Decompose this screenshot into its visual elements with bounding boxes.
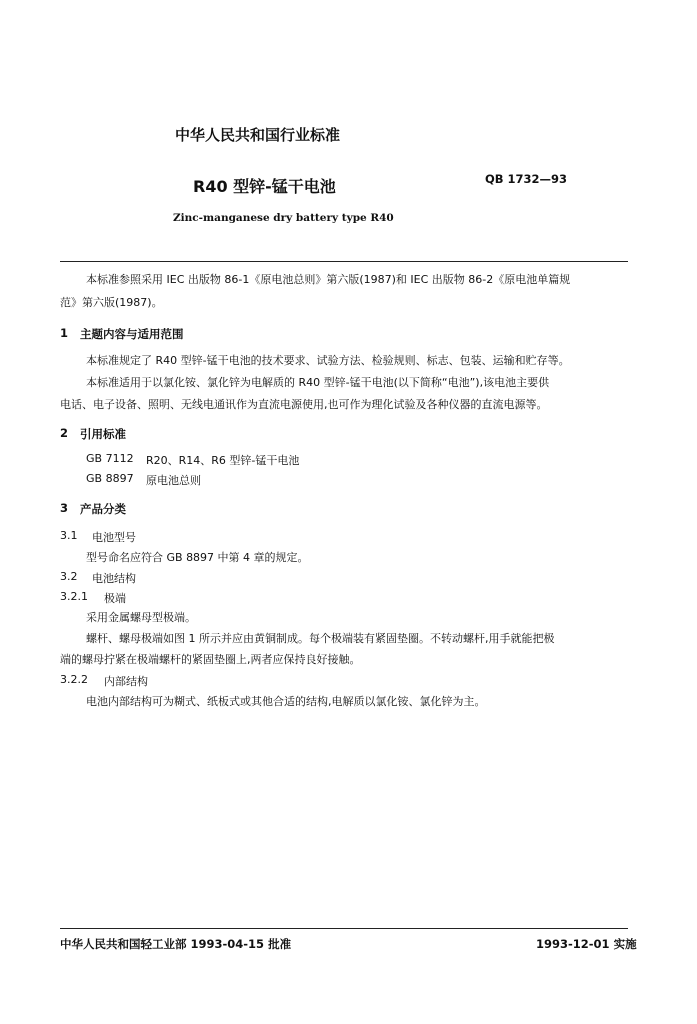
section-3-title: 产品分类 [80, 502, 126, 516]
section-3-1-text: 型号命名应符合 GB 8897 中第 4 章的规定。 [86, 551, 309, 564]
doc-title: R40 型锌-锰干电池 [193, 177, 336, 196]
section-3-2-1-number: 3.2.1 [60, 590, 88, 603]
reference-name: R20、R14、R6 型锌-锰干电池 [146, 454, 300, 467]
section-1-title: 主题内容与适用范围 [80, 327, 184, 341]
intro-line-1: 本标准参照采用 IEC 出版物 86-1《原电池总则》第六版(1987)和 IEC 出版物 86-2《原电池单篇规 [86, 273, 571, 286]
section-3-2-1-paragraph-2-line-1: 螺杆、螺母极端如图 1 所示并应由黄铜制成。每个极端装有紧固垫圈。不转动螺杆,用手就能把极 [86, 632, 555, 645]
effective-line: 1993-12-01 实施 [536, 937, 637, 951]
section-3-number: 3 [60, 501, 69, 515]
section-3-2-2-text: 电池内部结构可为糊式、纸板式或其他合适的结构,电解质以氯化铵、氯化锌为主。 [86, 695, 486, 708]
english-title: Zinc-manganese dry battery type R40 [173, 212, 394, 224]
reference-code: GB 8897 [86, 472, 134, 485]
reference-code: GB 7112 [86, 452, 134, 465]
section-1-paragraph-2-line-1: 本标准适用于以氯化铵、氯化锌为电解质的 R40 型锌-锰干电池(以下简称“电池”),该电池主要供 [86, 376, 550, 389]
section-1-paragraph-2-line-2: 电话、电子设备、照明、无线电通讯作为直流电源使用,也可作为理化试验及各种仪器的直流电源等。 [60, 398, 548, 411]
section-3-2-2-title: 内部结构 [104, 675, 148, 688]
header-divider [60, 261, 628, 262]
intro-line-2: 范》第六版(1987)。 [60, 296, 163, 309]
section-1-paragraph-1: 本标准规定了 R40 型锌-锰干电池的技术要求、试验方法、检验规则、标志、包装、运输和贮存等。 [86, 354, 570, 367]
section-3-1-title: 电池型号 [92, 531, 136, 544]
org-title: 中华人民共和国行业标准 [175, 126, 341, 144]
section-1-number: 1 [60, 326, 69, 340]
footer-divider [60, 928, 628, 929]
section-3-1-number: 3.1 [60, 529, 78, 542]
section-3-2-number: 3.2 [60, 570, 78, 583]
section-2-number: 2 [60, 426, 69, 440]
section-3-2-1-paragraph-2-line-2: 端的螺母拧紧在极端螺杆的紧固垫圈上,两者应保持良好接触。 [60, 653, 361, 666]
section-2-title: 引用标准 [80, 427, 126, 441]
section-3-2-title: 电池结构 [92, 572, 136, 585]
reference-name: 原电池总则 [146, 474, 201, 487]
section-3-2-1-paragraph-1: 采用金属螺母型极端。 [86, 611, 196, 624]
section-3-2-2-number: 3.2.2 [60, 673, 88, 686]
section-3-2-1-title: 极端 [104, 592, 126, 605]
issued-line: 中华人民共和国轻工业部 1993-04-15 批准 [60, 937, 292, 951]
standard-code: QB 1732—93 [485, 172, 568, 186]
